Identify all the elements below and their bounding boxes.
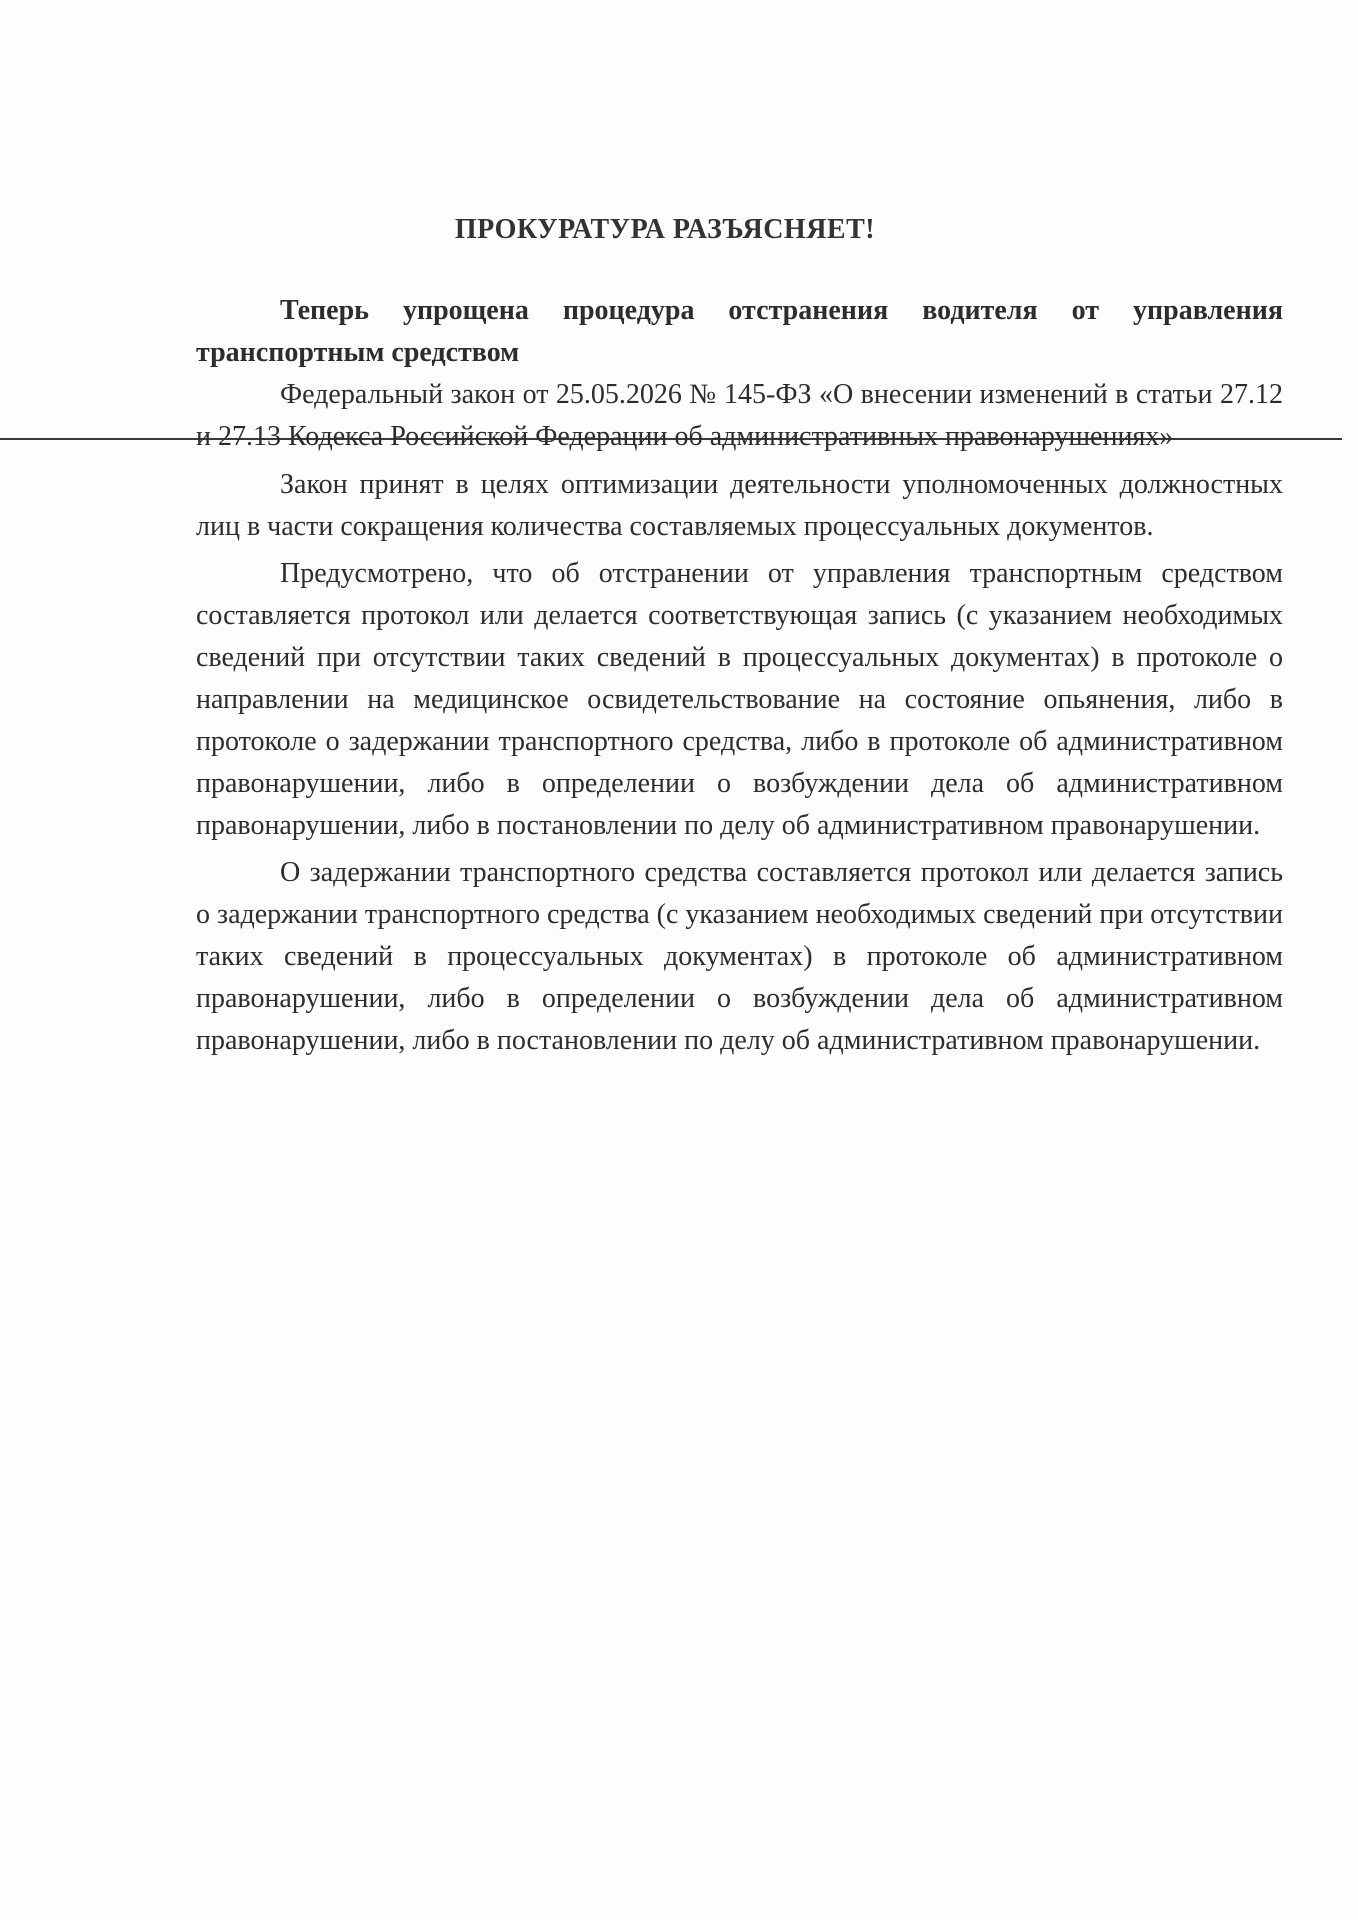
document-body [196,290,1283,1067]
paragraph-vehicle-detention: О задержании транспортного средства составляется протокол или делается запись о задержании транспортного средства (с указанием необходимых сведений при отсутствии таких сведений в процессуальных документах) в протоколе об административном правонарушении, либо в определении о возбуждении дела об административном правонарушении, либо в постановлении по делу об административном правонарушении. [196,857,1283,1056]
document-title: ПРОКУРАТУРА РАЗЪЯСНЯЕТ! [454,214,876,245]
document-subtitle: Теперь упрощена процедура отстранения водителя от управления транспортным средством [196,295,1283,368]
paragraph-purpose: Закон принят в целях оптимизации деятельности уполномоченных должностных лиц в части сокращения количества составляемых процессуальных документов. [196,469,1283,542]
paragraph-removal-from-driving: Предусмотрено, что об отстранении от управления транспортным средством составляется протокол или делается соответствующая запись (с указанием необходимых сведений при отсутствии таких сведений в процессуальных документах) в протоколе о направлении на медицинское освидетельствование на состояние опьянения, либо в протоколе о задержании транспортного средства, либо в протоколе об административном правонарушении, либо в определении о возбуждении дела об административном правонарушении, либо в постановлении по делу об административном правонарушении. [196,558,1283,841]
law-reference: Федеральный закон от 25.05.2026 № 145-ФЗ «О внесении изменений в статьи 27.12 и 27.13 Кодекса Российской Федерации об административных правонарушениях» [196,379,1283,452]
